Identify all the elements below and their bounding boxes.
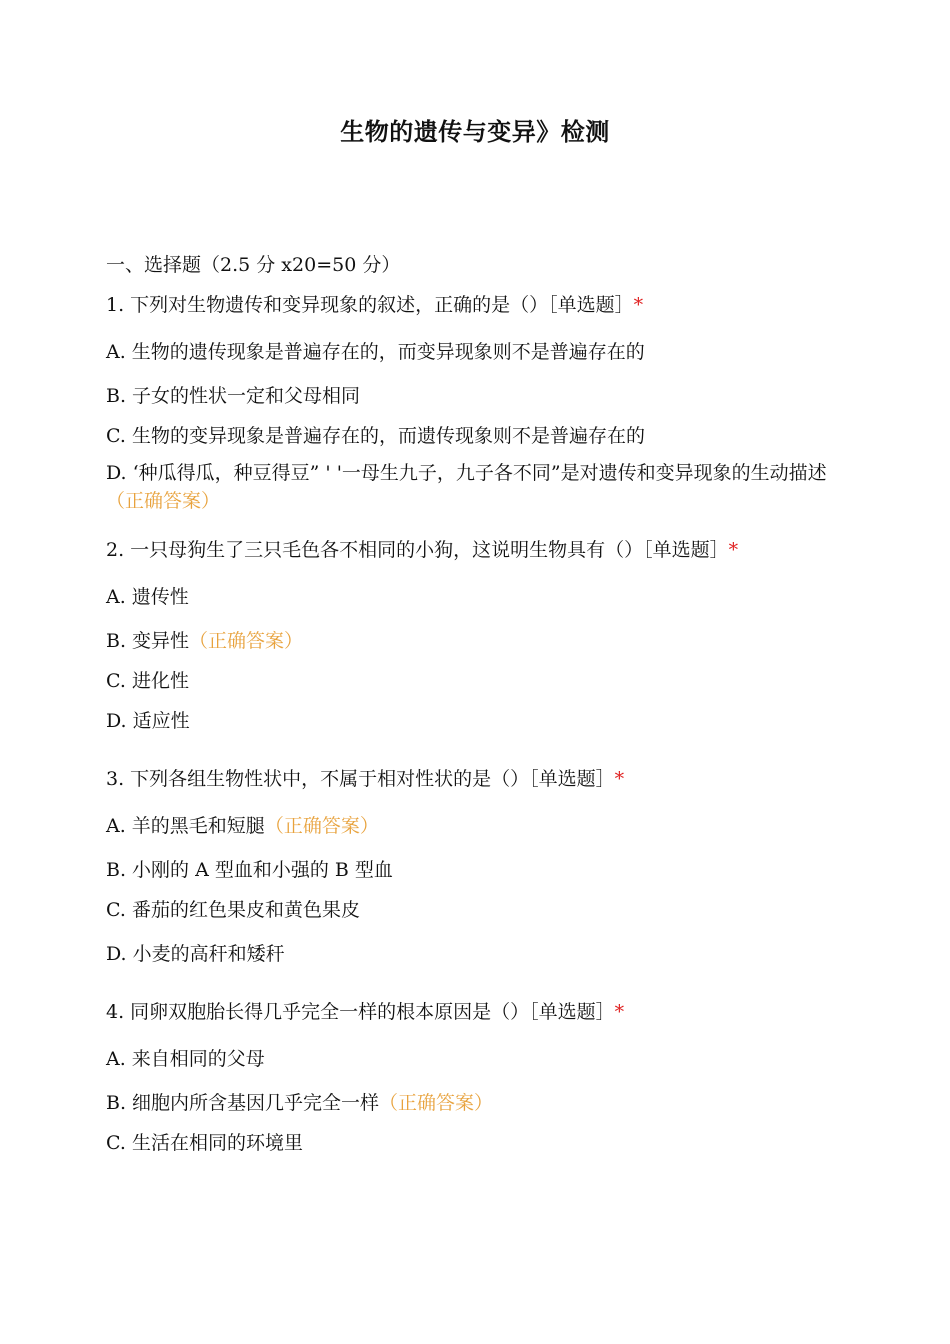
question-1-option-a: A. 生物的遗传现象是普遍存在的，而变异现象则不是普遍存在的	[106, 341, 645, 363]
question-1-option-d-text: D. ‘种瓜得瓜，种豆得豆” ' '一母生九子，九子各不同”是对遗传和变异现象的生动描述	[106, 462, 827, 484]
question-2-stem	[106, 536, 738, 564]
required-star: *	[614, 768, 625, 790]
question-4-option-c: C. 生活在相同的环境里	[106, 1132, 303, 1154]
question-4-option-a: A. 来自相同的父母	[106, 1048, 265, 1070]
question-4-option-b-text: B. 细胞内所含基因几乎完全一样	[106, 1092, 380, 1114]
section-heading: 一、选择题（2.5 分 x20=50 分）	[106, 254, 401, 276]
question-4-option-b	[106, 1089, 493, 1117]
question-3-option-d: D. 小麦的高秆和矮秆	[106, 943, 285, 965]
question-2-text: 2. 一只母狗生了三只毛色各不相同的小狗，这说明生物具有（）［单选题］	[106, 539, 729, 561]
question-2-option-a: A. 遗传性	[106, 586, 189, 608]
question-3-option-c: C. 番茄的红色果皮和黄色果皮	[106, 899, 360, 921]
question-1-stem	[106, 291, 643, 319]
question-3-stem	[106, 765, 624, 793]
question-4-text: 4. 同卵双胞胎长得几乎完全一样的根本原因是（）［单选题］	[106, 1001, 615, 1023]
question-2-option-b	[106, 627, 303, 655]
question-1-option-b: B. 子女的性状一定和父母相同	[106, 385, 361, 407]
question-3-text: 3. 下列各组生物性状中，不属于相对性状的是（）［单选题］	[106, 768, 615, 790]
question-2-option-b-text: B. 变异性	[106, 630, 190, 652]
required-star: *	[728, 539, 739, 561]
document-title: 生物的遗传与变异》检测	[340, 118, 610, 146]
question-1-option-d	[106, 459, 836, 515]
question-2-option-d: D. 适应性	[106, 710, 190, 732]
question-3-option-a	[106, 812, 379, 840]
question-1-option-c: C. 生物的变异现象是普遍存在的，而遗传现象则不是普遍存在的	[106, 425, 645, 447]
required-star: *	[633, 294, 644, 316]
correct-answer-tag: （正确答案）	[264, 815, 379, 837]
correct-answer-tag: （正确答案）	[189, 630, 304, 652]
correct-answer-tag: （正确答案）	[379, 1092, 494, 1114]
required-star: *	[614, 1001, 625, 1023]
question-1-text: 1. 下列对生物遗传和变异现象的叙述，正确的是（）［单选题］	[106, 294, 634, 316]
question-2-option-c: C. 进化性	[106, 670, 189, 692]
correct-answer-tag: （正确答案）	[106, 490, 221, 512]
question-3-option-b: B. 小刚的 A 型血和小强的 B 型血	[106, 859, 393, 881]
question-4-stem	[106, 998, 624, 1026]
question-3-option-a-text: A. 羊的黑毛和短腿	[106, 815, 265, 837]
